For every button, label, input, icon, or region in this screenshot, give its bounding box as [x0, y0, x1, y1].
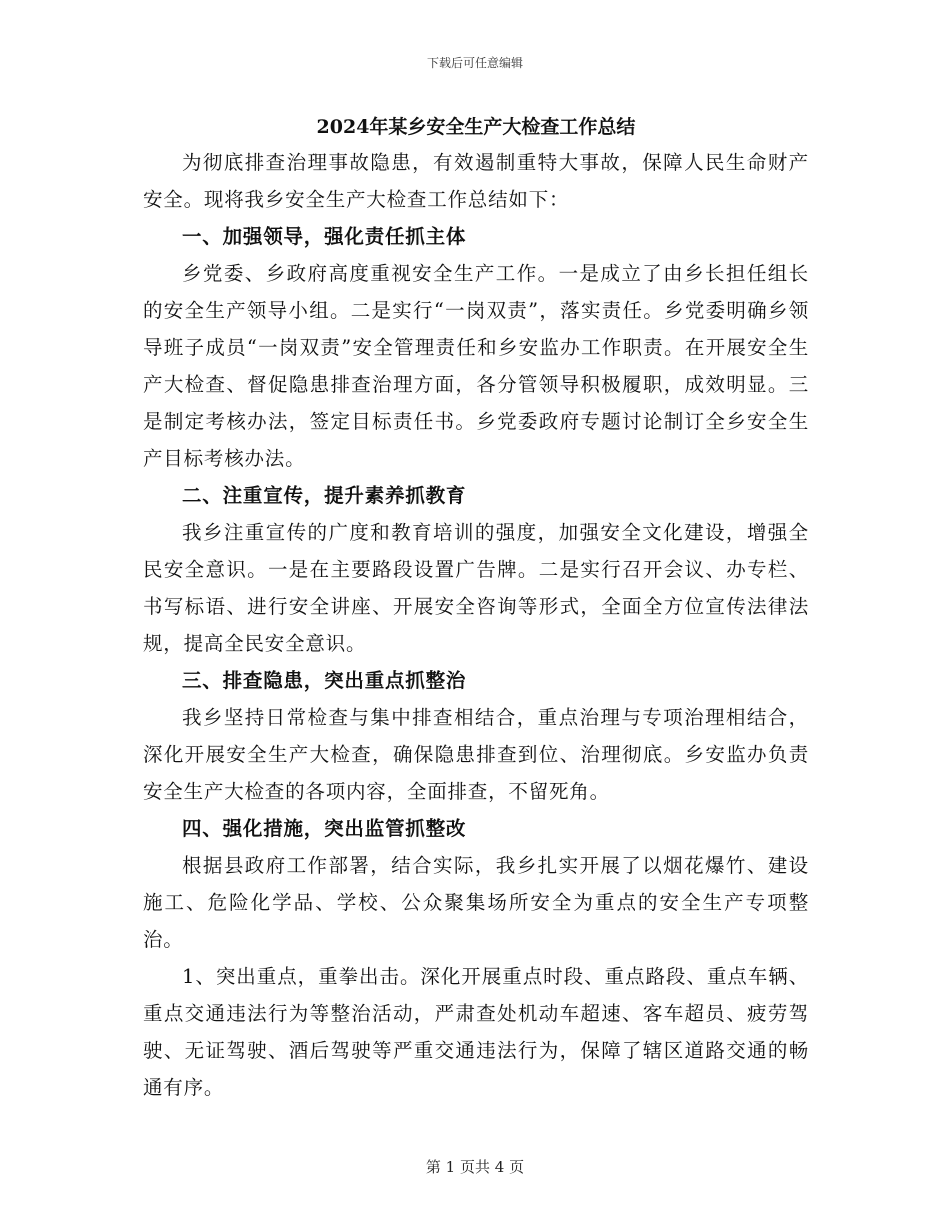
section-4-heading: 四、强化措施，突出监管抓整改 — [182, 817, 467, 840]
section-1-heading: 一、加强领导，强化责任抓主体 — [182, 225, 467, 248]
document-body — [143, 112, 809, 1106]
header-note: 下载后可任意编辑 — [426, 56, 523, 70]
intro-paragraph: 为彻底排查治理事故隐患，有效遏制重特大事故，保障人民生命财产安全。现将我乡安全生产大检查工作总结如下： — [143, 151, 809, 211]
section-4-paragraph-1: 根据县政府工作部署，结合实际，我乡扎实开展了以烟花爆竹、建设施工、危险化学品、学校、公众聚集场所安全为重点的安全生产专项整治。 — [143, 854, 809, 951]
section-2-paragraph-1: 我乡注重宣传的广度和教育培训的强度，加强安全文化建设，增强全民安全意识。一是在主要路段设置广告牌。二是实行召开会议、办专栏、书写标语、进行安全讲座、开展安全咨询等形式，全面全方位宣传法律法规，提高全民安全意识。 — [143, 521, 809, 655]
section-1-paragraph-1: 乡党委、乡政府高度重视安全生产工作。一是成立了由乡长担任组长的安全生产领导小组。二是实行“一岗双责”，落实责任。乡党委明确乡领导班子成员“一岗双责”安全管理责任和乡安监办工作职责。在开展安全生产大检查、督促隐患排查治理方面，各分管领导积极履职，成效明显。三是制定考核办法，签定目标责任书。乡党委政府专题讨论制订全乡安全生产目标考核办法。 — [143, 262, 809, 470]
page-number: 第 1 页共 4 页 — [425, 1158, 525, 1176]
section-3-paragraph-1: 我乡坚持日常检查与集中排查相结合，重点治理与专项治理相结合，深化开展安全生产大检查，确保隐患排查到位、治理彻底。乡安监办负责安全生产大检查的各项内容，全面排查，不留死角。 — [143, 706, 809, 803]
section-2-heading: 二、注重宣传，提升素养抓教育 — [182, 484, 467, 507]
document-title: 2024年某乡安全生产大检查工作总结 — [316, 116, 636, 138]
section-4-paragraph-2: 1、突出重点，重拳出击。深化开展重点时段、重点路段、重点车辆、重点交通违法行为等整治活动，严肃查处机动车超速、客车超员、疲劳驾驶、无证驾驶、酒后驾驶等严重交通违法行为，保障了辖区道路交通的畅通有序。 — [143, 965, 809, 1099]
section-3-heading: 三、排查隐患，突出重点抓整治 — [182, 669, 467, 692]
